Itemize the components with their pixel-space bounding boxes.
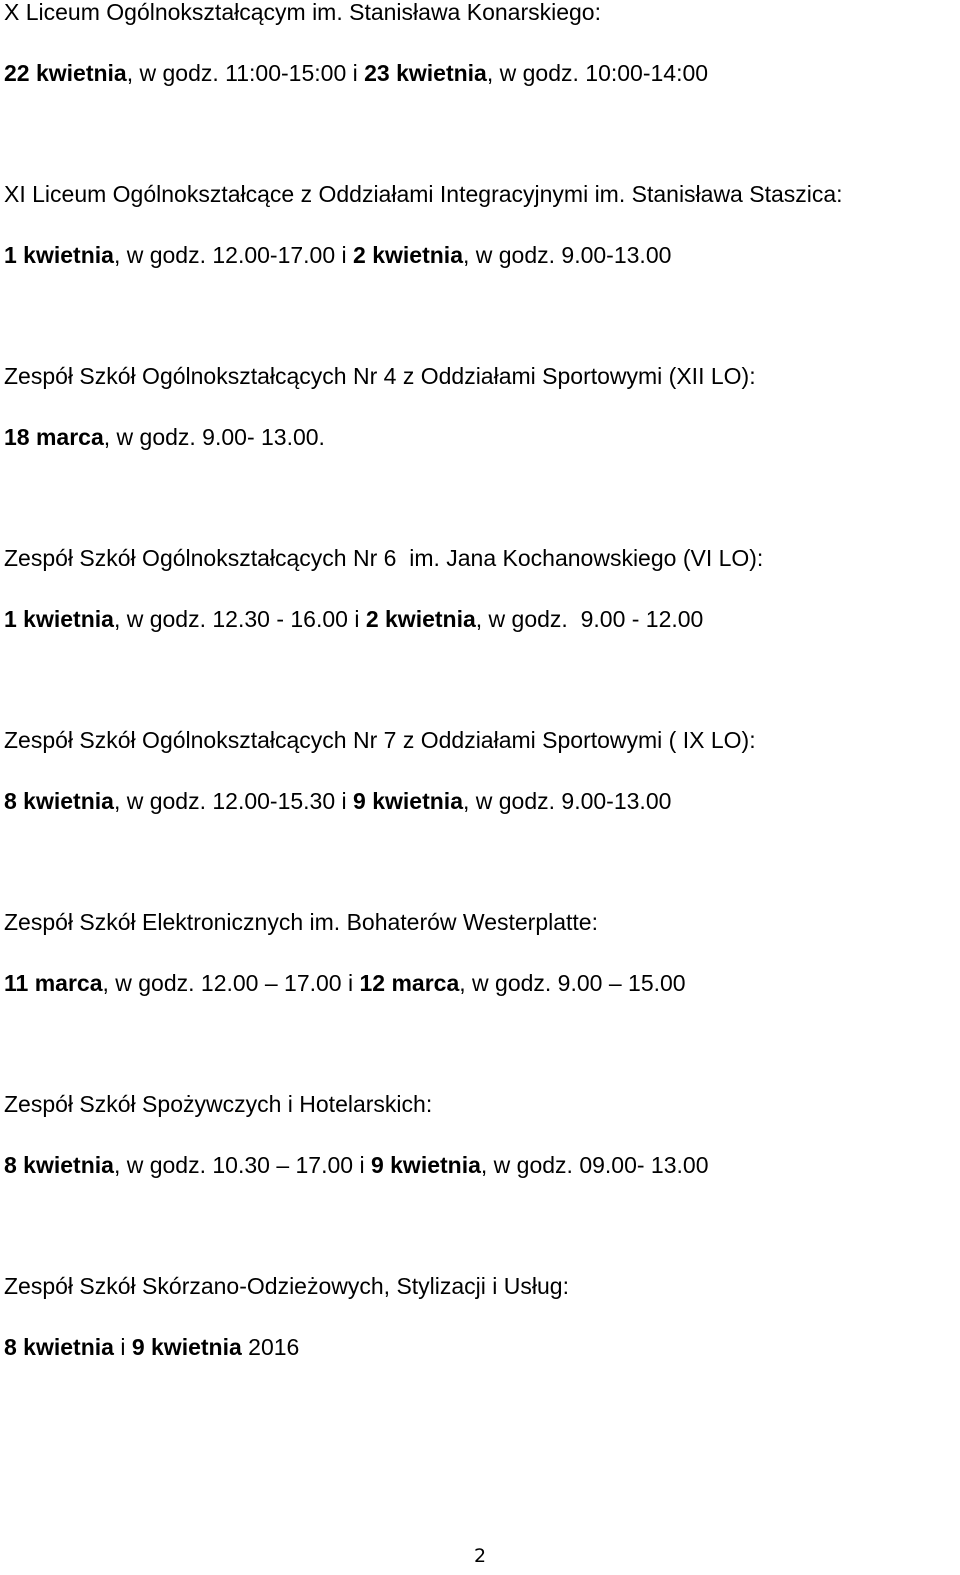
school-name: Zespół Szkół Spożywczych i Hotelarskich: (4, 1091, 433, 1117)
open-day-dates (4, 788, 954, 815)
open-day-dates (4, 970, 954, 997)
school-entry (4, 545, 954, 633)
school-name: Zespół Szkół Skórzano-Odzieżowych, Stylizacji i Usług: (4, 1273, 569, 1299)
open-day-dates (4, 606, 954, 633)
date-text: , w godz. 9.00 – 15.00 (459, 970, 686, 996)
school-entry (4, 181, 954, 269)
date-bold: 18 marca (4, 424, 104, 450)
date-text: , w godz. 12.00 – 17.00 i (102, 970, 360, 996)
open-day-dates (4, 1152, 954, 1179)
school-entry (4, 727, 954, 815)
date-text: , w godz. 10.30 – 17.00 i (113, 1152, 371, 1178)
date-text: i (113, 1334, 132, 1360)
date-bold: 11 marca (4, 970, 103, 996)
date-bold: 22 kwietnia (4, 60, 127, 86)
date-bold: 8 kwietnia (4, 1152, 114, 1178)
date-bold: 1 kwietnia (4, 242, 114, 268)
date-text: , w godz. 11:00-15:00 i (126, 60, 365, 86)
page-number: 2 (473, 1545, 487, 1567)
date-bold: 2 kwietnia (365, 606, 476, 632)
school-name: Zespół Szkół Ogólnokształcących Nr 7 z Oddziałami Sportowymi ( IX LO): (4, 727, 756, 753)
school-name: Zespół Szkół Ogólnokształcących Nr 4 z Oddziałami Sportowymi (XII LO): (4, 363, 756, 389)
date-bold: 23 kwietnia (364, 60, 487, 86)
date-bold: 9 kwietnia (131, 1334, 242, 1360)
date-bold: 9 kwietnia (370, 1152, 481, 1178)
date-text: , w godz. 12.00-15.30 i (113, 788, 354, 814)
open-day-dates (4, 424, 954, 451)
date-text: , w godz. 9.00- 13.00. (103, 424, 325, 450)
date-text: , w godz. 10:00-14:00 (486, 60, 709, 86)
school-entry (4, 1273, 954, 1361)
school-name: X Liceum Ogólnokształcącym im. Stanisława Konarskiego: (4, 0, 601, 25)
date-text: , w godz. 12.00-17.00 i (113, 242, 354, 268)
date-text: , w godz. 9.00 - 12.00 (475, 606, 704, 632)
date-bold: 1 kwietnia (4, 606, 114, 632)
school-name: Zespół Szkół Elektronicznych im. Bohaterów Westerplatte: (4, 909, 598, 935)
date-text: , w godz. 09.00- 13.00 (480, 1152, 709, 1178)
school-entry (4, 909, 954, 997)
date-text: 2016 (241, 1334, 300, 1360)
open-day-dates (4, 1334, 954, 1361)
school-entry (4, 1091, 954, 1179)
open-day-dates (4, 242, 954, 269)
date-text: , w godz. 12.30 - 16.00 i (113, 606, 366, 632)
document-page (4, 0, 954, 1361)
date-text: , w godz. 9.00-13.00 (462, 788, 672, 814)
open-day-dates (4, 60, 954, 87)
date-text: , w godz. 9.00-13.00 (462, 242, 672, 268)
date-bold: 9 kwietnia (353, 788, 463, 814)
date-bold: 2 kwietnia (353, 242, 463, 268)
school-entry (4, 363, 954, 451)
school-name: XI Liceum Ogólnokształcące z Oddziałami Integracyjnymi im. Stanisława Staszica: (4, 181, 843, 207)
school-name: Zespół Szkół Ogólnokształcących Nr 6 im. Jana Kochanowskiego (VI LO): (4, 545, 764, 571)
school-entry (4, 0, 954, 87)
date-bold: 8 kwietnia (4, 1334, 114, 1360)
date-bold: 12 marca (359, 970, 460, 996)
date-bold: 8 kwietnia (4, 788, 114, 814)
